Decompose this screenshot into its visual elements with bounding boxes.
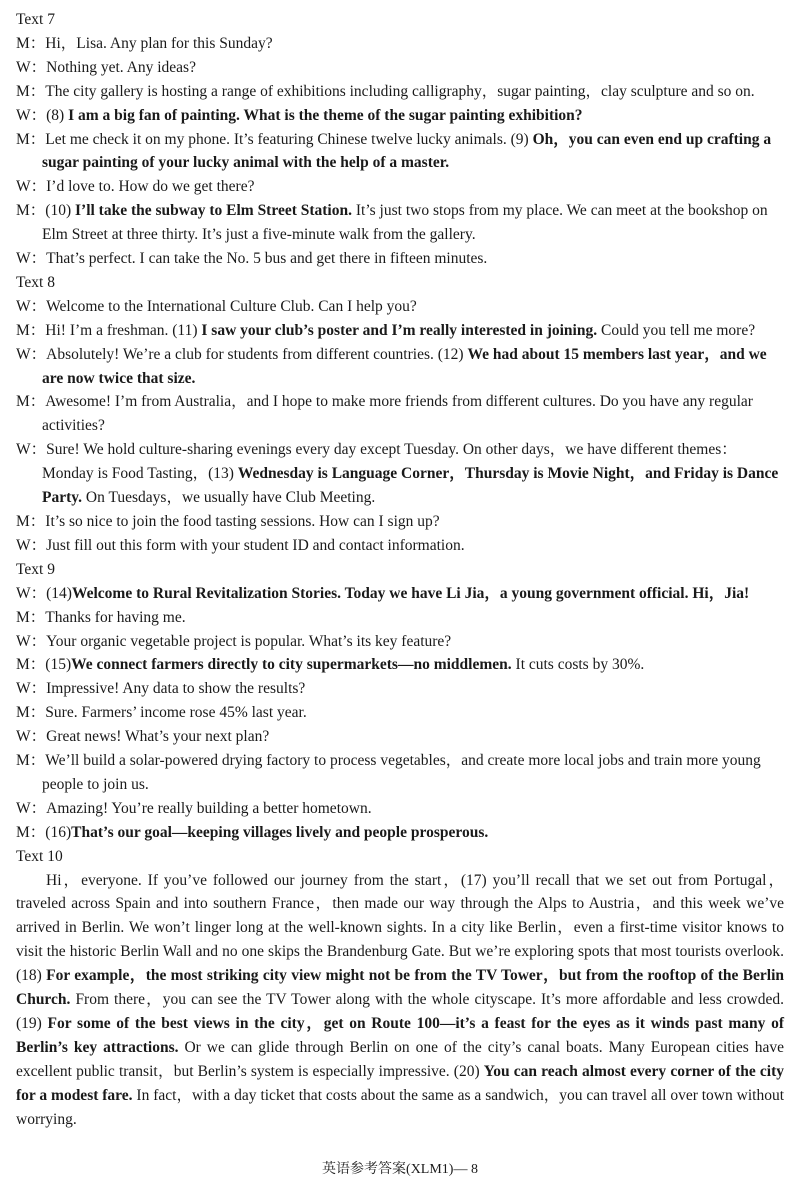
speaker-label: W： [16,799,47,817]
text-segment: Great news! What’s your next plan? [46,728,270,746]
page-footer: 英语参考答案(XLM1)— 8 [322,1162,478,1177]
dialogue-line [16,319,784,343]
speaker-label: W： [16,728,47,746]
text-segment: We won’t linger long at the well-known sights. In a city like Berlin，even a first-time visitor knows to visit the historic Berlin Wall and no one skips the Brandenburg Gate. But we’re exploring spots that most tourists overlook. (18) [16,919,784,985]
text-segment: (8) [46,106,69,124]
text-segment: Nothing yet. Any ideas? [46,58,196,76]
text-segment: Hi! I’m a freshman. (11) [45,321,202,339]
speaker-label: M： [16,704,46,722]
text-segment: It’s just two stops from my place. We can meet at the bookshop on Elm Street at three thirty. It’s just a five-minute walk from the gallery. [42,202,768,244]
speaker-label: M： [16,34,46,52]
speaker-label: W： [16,178,47,196]
text10-section [16,845,784,1132]
dialogue-line [16,128,784,176]
speaker-label: W： [16,345,47,363]
monologue-paragraph [16,869,784,1132]
speaker-label: W： [16,250,47,268]
dialogue [16,295,784,558]
answer-highlight: I am a big fan of painting. What is the theme of the sugar painting exhibition? [68,106,583,124]
text-segment: It cuts costs by 30%. [511,656,645,674]
dialogue-line [16,438,784,510]
section-title: Text 8 [16,273,55,291]
dialogue-line [16,510,784,534]
dialogue-line [16,821,784,845]
dialogue-line [16,390,784,438]
text-segment: Impressive! Any data to show the results? [46,680,306,698]
dialogue-line [16,677,784,701]
speaker-label: M： [16,513,46,530]
dialogue-line [16,199,784,247]
dialogue-line [16,247,784,271]
text8-section [16,271,784,558]
dialogue-line [16,701,784,725]
text-segment: It’s so nice to join the food tasting sessions. How can I sign up? [45,513,440,530]
text-segment: (14) [46,584,72,602]
dialogue-line [16,56,784,80]
text-segment: Your organic vegetable project is popular. What’s its key feature? [46,632,452,650]
text-segment: Just fill out this form with your student ID and contact information. [46,536,465,554]
text-segment: That’s perfect. I can take the No. 5 bus and get there in fifteen minutes. [46,250,488,268]
answer-highlight: That’s our goal—keeping villages lively and people prosperous. [71,823,489,841]
text-segment: From there，you can see the TV Tower along with the whole cityscape. It’s more affordable and less crowded. (19) [16,991,784,1032]
text-segment: Sure. Farmers’ income rose 45% last year. [45,704,307,722]
answer-highlight: For example，the most striking city view might not be from the TV Tower，but from the rooftop of the Berlin Church. [16,967,785,1009]
speaker-label: W： [16,680,47,698]
dialogue-line [16,104,784,128]
dialogue-line [16,749,784,797]
dialogue-line [16,630,784,654]
dialogue [16,32,784,271]
speaker-label: W： [16,632,47,650]
speaker-label: W： [16,536,47,554]
dialogue-line [16,32,784,56]
speaker-label: W： [16,441,47,459]
text-segment: Could you tell me more? [597,321,756,339]
text-segment: I’d love to. How do we get there? [46,178,255,196]
text-segment: Hi，Lisa. Any plan for this Sunday? [45,34,273,52]
text-segment: Absolutely! We’re a club for students from different countries. (12) [46,345,468,363]
speaker-label: M： [16,752,46,770]
section-title: Text 10 [16,847,63,865]
speaker-label: M： [16,656,46,674]
dialogue-line [16,295,784,319]
dialogue-line [16,797,784,821]
speaker-label: M： [16,393,46,411]
answer-highlight: Oh，you can even end up crafting a sugar painting of your lucky animal with the help of a master. [42,130,772,172]
text-segment: you’ll recall that we set out from Portugal，traveled across Spain and into southern France，then made our way through the Alps to Austria，and this week we’ve arrived in Berlin. [16,871,784,937]
section-title: Text 9 [16,560,55,578]
text-segment: On Tuesdays，we usually have Club Meeting. [82,489,376,507]
text-segment: Or we can glide through Berlin on one of the city’s canal boats. Many European cities have excellent public transit，but Berlin’s system is especially impressive. (20) [16,1038,785,1080]
speaker-label: W： [16,58,47,76]
speaker-label: W： [16,297,47,315]
dialogue-line [16,343,784,391]
dialogue-line [16,725,784,749]
text-segment: Amazing! You’re really building a better hometown. [46,799,372,817]
answer-highlight: You can reach almost every corner of the city for a modest fare. [16,1062,785,1104]
dialogue-line [16,606,784,630]
text-segment: In fact，with a day ticket that costs about the same as a sandwich，you can travel all over town without worrying. [16,1086,784,1128]
text-segment: Welcome to the International Culture Club. Can I help you? [46,297,417,315]
text-segment: Hi，everyone. If you’ve followed our journey from the start，(17) [46,871,493,889]
text-segment: Let me check it on my phone. It’s featuring Chinese twelve lucky animals. (9) [45,130,533,148]
speaker-label: W： [16,584,47,602]
text-segment: (16) [45,823,72,841]
text7-section [16,8,784,271]
dialogue [16,582,784,845]
text-segment: Thanks for having me. [45,608,186,626]
text9-section [16,558,784,845]
answer-highlight: Welcome to Rural Revitalization Stories. Today we have Li Jia，a young government official. Hi，Jia! [71,584,750,602]
dialogue-line [16,175,784,199]
dialogue-line [16,80,784,104]
text-segment: Awesome! I’m from Australia，and I hope to make more friends from different cultures. Do you have any regular activities? [42,393,753,435]
speaker-label: M： [16,608,46,626]
speaker-label: M： [16,823,46,841]
text-segment: (15) [45,656,72,674]
answer-highlight: I’ll take the subway to Elm Street Station. [75,202,352,220]
answer-highlight: We had about 15 members last year，and we are now twice that size. [42,345,767,387]
speaker-label: M： [16,202,46,220]
text-segment: Sure! We hold culture-sharing evenings every day except Tuesday. On other days，we have different themes：Monday is Food Tasting，(13) [42,441,737,483]
speaker-label: W： [16,106,47,124]
speaker-label: M： [16,82,46,100]
section-title: Text 7 [16,11,55,28]
text-segment: (10) [45,202,75,220]
answer-highlight: Wednesday is Language Corner，Thursday is Movie Night，and Friday is Dance Party. [42,465,779,507]
answer-highlight: For some of the best views in the city，get on Route 100—it’s a feast for the eyes as it winds past many of Berlin’s key attractions. [16,1015,785,1056]
dialogue-line [16,534,784,558]
text-segment: The city gallery is hosting a range of exhibitions including calligraphy，sugar painting，clay sculpture and so on. [45,82,755,100]
text-segment: We’ll build a solar-powered drying factory to process vegetables，and create more local jobs and train more young people to join us. [42,752,761,793]
answer-highlight: I saw your club’s poster and I’m really interested in joining. [201,321,598,339]
answer-highlight: We connect farmers directly to city supermarkets—no middlemen. [71,656,512,674]
dialogue-line [16,582,784,606]
dialogue-line [16,653,784,677]
speaker-label: M： [16,130,46,148]
speaker-label: M： [16,321,46,339]
